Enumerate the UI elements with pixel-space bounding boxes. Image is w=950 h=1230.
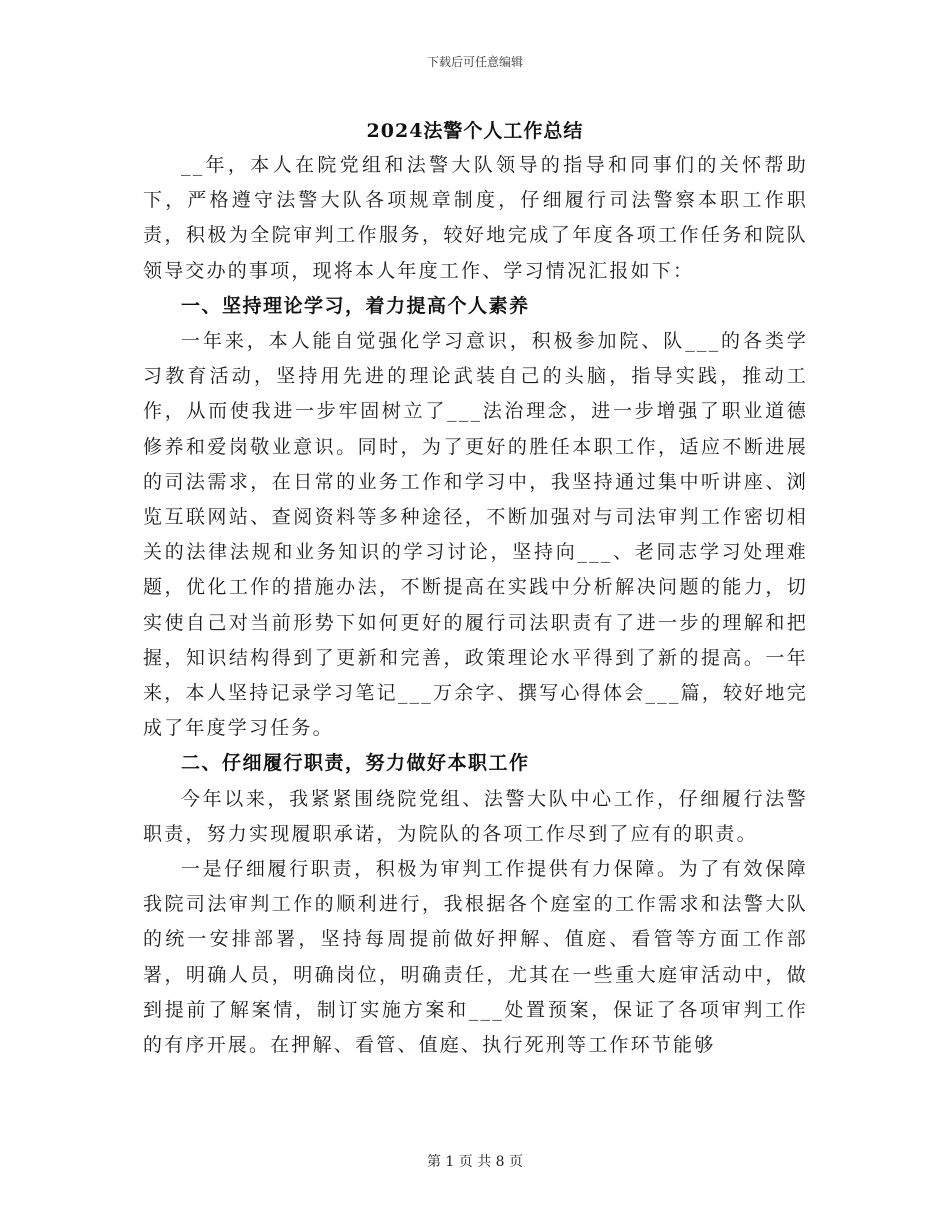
- section2-paragraph-2: 一是仔细履行职责，积极为审判工作提供有力保障。为了有效保障我院司法审判工作的顺利进行，我根据各个庭室的工作需求和法警大队的统一安排部署，坚持每周提前做好押解、值庭、看管等方面工作部署，明确人员，明确岗位，明确责任，尤其在一些重大庭审活动中，做到提前了解案情，制订实施方案和___处置预案，保证了各项审判工作的有序开展。在押解、看管、值庭、执行死刑等工作环节能够: [143, 858, 808, 1057]
- document-title: 2024法警个人工作总结: [366, 120, 584, 142]
- intro-paragraph: __年，本人在院党组和法警大队领导的指导和同事们的关怀帮助下，严格遵守法警大队各项规章制度，仔细履行司法警察本职工作职责，积极为全院审判工作服务，较好地完成了年度各项工作任务和院队领导交办的事项，现将本人年度工作、学习情况汇报如下：: [143, 154, 808, 282]
- section2-paragraph-1: 今年以来，我紧紧围绕院党组、法警大队中心工作，仔细履行法警职责，努力实现履职承诺，为院队的各项工作尽到了应有的职责。: [143, 787, 808, 845]
- section1-paragraph: 一年来，本人能自觉强化学习意识，积极参加院、队___的各类学习教育活动，坚持用先进的理论武装自己的头脑，指导实践，推动工作，从而使我进一步牢固树立了___法治理念，进一步增强了职业道德修养和爱岗敬业意识。同时，为了更好的胜任本职工作，适应不断进展的司法需求，在日常的业务工作和学习中，我坚持通过集中听讲座、浏览互联网站、查阅资料等多种途径，不断加强对与司法审判工作密切相关的法律法规和业务知识的学习讨论，坚持向___、老同志学习处理难题，优化工作的措施办法，不断提高在实践中分析解决问题的能力，切实使自己对当前形势下如何更好的履行司法职责有了进一步的理解和把握，知识结构得到了更新和完善，政策理论水平得到了新的提高。一年来，本人坚持记录学习笔记___万余字、撰写心得体会___篇，较好地完成了年度学习任务。: [143, 330, 808, 740]
- document-body: [143, 148, 808, 1063]
- section-heading-1: 一、坚持理论学习，着力提高个人素养: [181, 294, 530, 317]
- section-heading-2: 二、仔细履行职责，努力做好本职工作: [181, 752, 530, 775]
- header-note: 下载后可任意编辑: [426, 55, 523, 69]
- page-number: 第 1 页 共 8 页: [426, 1154, 524, 1170]
